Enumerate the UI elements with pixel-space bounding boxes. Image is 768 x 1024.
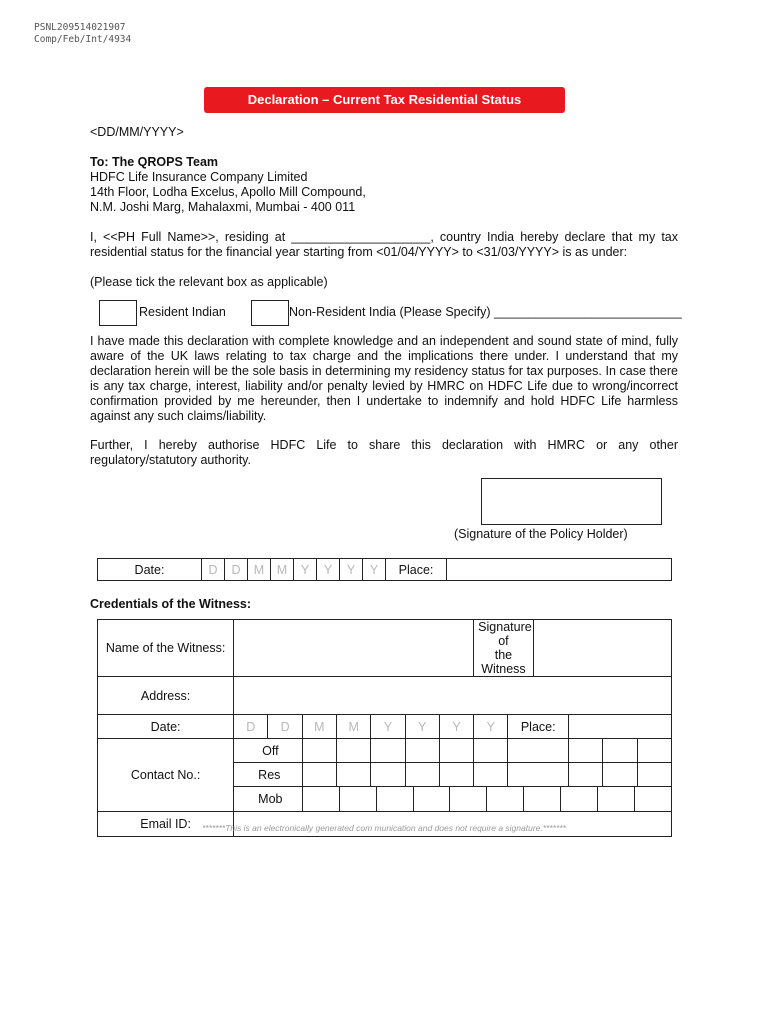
policy-holder-signature-box[interactable] bbox=[481, 478, 662, 525]
declaration-paragraph: I have made this declaration with complete knowledge and an independent and sound state of mind, fully aware of the UK laws relating to tax charge and the implications there under. I understand that my declaration herein will be the sole basis in determining my residency status for tax purposes. In case there is any tax charge, interest, liability and/or penalty levied by HMRC on HDFC Life due to wrong/incorrect confirmation provided by me hereunder, then I undertake to indemnify and hold HDFC Life harmless against any such claims/liability. bbox=[90, 334, 678, 423]
contact-off-label bbox=[234, 739, 303, 763]
date-placeholder: <DD/MM/YYYY> bbox=[90, 125, 184, 139]
contact-digit-cell[interactable] bbox=[603, 763, 637, 787]
resident-label: Resident Indian bbox=[139, 305, 226, 319]
contact-digit-cell[interactable] bbox=[371, 763, 405, 787]
contact-digit-cell[interactable] bbox=[637, 763, 671, 787]
witness-date-cell[interactable]: Y bbox=[405, 715, 439, 739]
declaration-line: residential status for the financial year starting from <01/04/YYYY> to <31/03/YYYY> is as under: bbox=[90, 245, 628, 259]
witness-address-field[interactable] bbox=[234, 677, 672, 715]
contact-digit-cell[interactable] bbox=[568, 739, 602, 763]
witness-date-cell[interactable]: Y bbox=[439, 715, 473, 739]
reference-code: Comp/Feb/Int/4934 bbox=[34, 34, 132, 45]
footer-disclaimer: *******This is an electronically generated com munication and does not require a signature.******* bbox=[202, 823, 566, 833]
mobile-digit-cell[interactable] bbox=[340, 787, 377, 811]
witness-signature-label-line: the Witness bbox=[481, 648, 526, 676]
mobile-digit-cell[interactable] bbox=[377, 787, 414, 811]
witness-date-cell[interactable]: M bbox=[337, 715, 371, 739]
signature-caption: (Signature of the Policy Holder) bbox=[454, 527, 628, 541]
addressee: To: The QROPS Team bbox=[90, 155, 219, 169]
contact-digit-cell[interactable] bbox=[405, 739, 439, 763]
mobile-digit-cell[interactable] bbox=[414, 787, 451, 811]
contact-digit-cell[interactable] bbox=[603, 739, 637, 763]
mobile-digit-cell[interactable] bbox=[635, 787, 671, 811]
address-line: HDFC Life Insurance Company Limited bbox=[90, 170, 308, 184]
date-cell[interactable]: M bbox=[248, 559, 271, 581]
date-label: Date: bbox=[98, 559, 202, 581]
contact-digit-cell[interactable] bbox=[337, 763, 371, 787]
date-place-table bbox=[97, 558, 672, 581]
witness-place-label: Place: bbox=[508, 715, 569, 739]
witness-heading: Credentials of the Witness: bbox=[90, 597, 252, 611]
contact-off-text: Off bbox=[262, 743, 279, 758]
witness-signature-label bbox=[474, 620, 534, 677]
date-cell[interactable]: Y bbox=[363, 559, 386, 581]
reference-numbers bbox=[34, 22, 131, 46]
contact-digit-cell[interactable] bbox=[439, 763, 473, 787]
contact-digit-cell[interactable] bbox=[302, 739, 336, 763]
witness-address-label: Address: bbox=[98, 677, 234, 715]
declaration-line: I, <<PH Full Name>>, residing at ____________________, country India hereby declare that my tax bbox=[90, 230, 678, 244]
contact-digit-cell[interactable] bbox=[405, 763, 439, 787]
contact-res-label bbox=[234, 763, 303, 787]
mobile-digit-cell[interactable] bbox=[524, 787, 561, 811]
resident-checkbox[interactable] bbox=[99, 300, 137, 326]
title-banner: Declaration – Current Tax Residential Status bbox=[204, 87, 565, 113]
date-cell[interactable]: M bbox=[271, 559, 294, 581]
non-resident-checkbox[interactable] bbox=[251, 300, 289, 326]
witness-name-field[interactable] bbox=[234, 620, 474, 677]
witness-name-label: Name of the Witness: bbox=[98, 620, 234, 677]
mobile-digit-strip bbox=[302, 787, 671, 812]
witness-signature-field[interactable] bbox=[533, 620, 671, 677]
mobile-digit-cell[interactable] bbox=[561, 787, 598, 811]
witness-signature-label-line: Signature of bbox=[478, 620, 532, 648]
contact-digit-cell[interactable] bbox=[371, 739, 405, 763]
mobile-digit-cell[interactable] bbox=[598, 787, 635, 811]
witness-email-label: Email ID: bbox=[98, 812, 234, 837]
contact-mob-text: Mob bbox=[258, 792, 283, 806]
witness-place-field[interactable] bbox=[568, 715, 671, 739]
place-field[interactable] bbox=[447, 559, 672, 581]
non-resident-label: Non-Resident India (Please Specify) ___________________________ bbox=[289, 305, 682, 319]
date-cell[interactable]: Y bbox=[340, 559, 363, 581]
contact-digit-cell[interactable] bbox=[439, 739, 473, 763]
authorisation-paragraph: Further, I hereby authorise HDFC Life to share this declaration with HMRC or any other regulatory/statutory authority. bbox=[90, 438, 678, 467]
address-line: 14th Floor, Lodha Excelus, Apollo Mill Compound, bbox=[90, 185, 366, 199]
contact-digit-cell[interactable] bbox=[637, 739, 671, 763]
witness-date-cell[interactable]: M bbox=[302, 715, 336, 739]
contact-digit-cell[interactable] bbox=[508, 763, 569, 787]
date-cell[interactable]: Y bbox=[317, 559, 340, 581]
witness-table bbox=[97, 619, 672, 837]
contact-digit-cell[interactable] bbox=[568, 763, 602, 787]
mobile-digit-cell[interactable] bbox=[303, 787, 340, 811]
witness-date-cell[interactable]: D bbox=[268, 715, 302, 739]
contact-digit-cell[interactable] bbox=[474, 763, 508, 787]
address-line: N.M. Joshi Marg, Mahalaxmi, Mumbai - 400 011 bbox=[90, 200, 356, 214]
place-label: Place: bbox=[386, 559, 447, 581]
witness-date-label: Date: bbox=[98, 715, 234, 739]
contact-mob-label bbox=[234, 787, 303, 812]
contact-res-text: Res bbox=[258, 767, 281, 782]
date-cell[interactable]: D bbox=[202, 559, 225, 581]
contact-digit-cell[interactable] bbox=[337, 739, 371, 763]
mobile-digit-row bbox=[303, 787, 671, 811]
reference-id: PSNL209514021907 bbox=[34, 22, 126, 33]
date-cell[interactable]: D bbox=[225, 559, 248, 581]
mobile-digit-cell[interactable] bbox=[450, 787, 487, 811]
mobile-digit-cell[interactable] bbox=[487, 787, 524, 811]
witness-date-cell[interactable]: Y bbox=[474, 715, 508, 739]
witness-date-cell[interactable]: Y bbox=[371, 715, 405, 739]
contact-digit-cell[interactable] bbox=[508, 739, 569, 763]
witness-contact-label: Contact No.: bbox=[98, 739, 234, 812]
contact-digit-cell[interactable] bbox=[474, 739, 508, 763]
date-cell[interactable]: Y bbox=[294, 559, 317, 581]
witness-date-cell[interactable]: D bbox=[234, 715, 268, 739]
contact-digit-cell[interactable] bbox=[302, 763, 336, 787]
tick-instruction: (Please tick the relevant box as applicable) bbox=[90, 275, 328, 289]
